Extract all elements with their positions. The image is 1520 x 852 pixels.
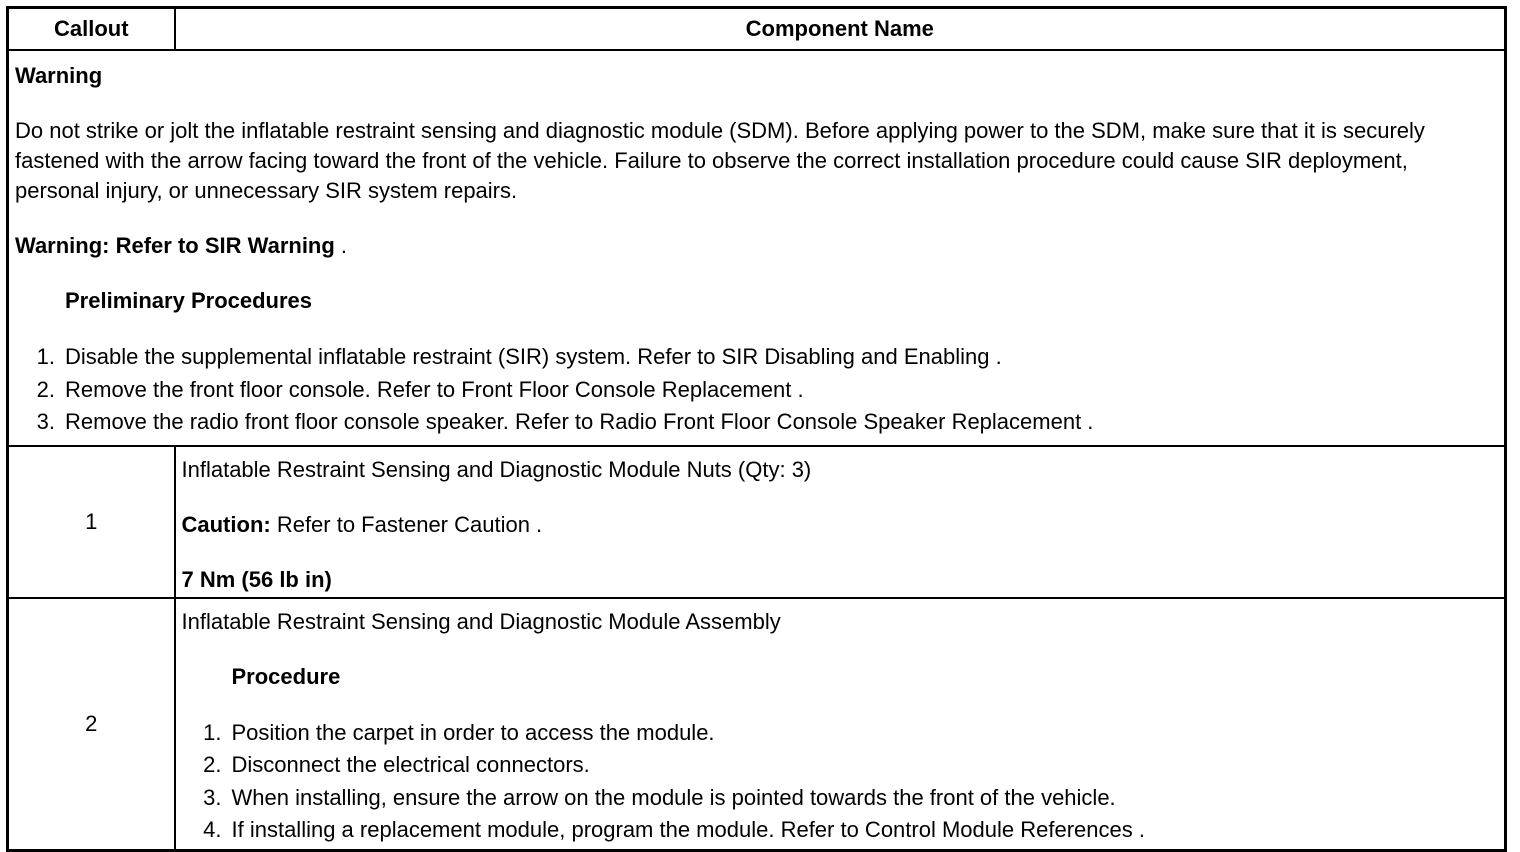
preliminary-procedures-title: Preliminary Procedures [65,288,313,313]
list-item: 2. Disconnect the electrical connectors. [203,752,590,777]
caution-text: Refer to Fastener Caution . [270,511,543,537]
step-text: Remove the radio front floor console speaker. Refer to Radio Front Floor Console Speaker Replacement . [65,409,1094,434]
procedure-steps-list [182,717,1499,847]
component-cell-2 [175,598,1506,851]
header-row [8,8,1506,51]
step-text: If installing a replacement module, program the module. Refer to Control Module References . [231,817,1145,842]
warning-cell [8,50,1506,446]
warning-reference-period: . [334,233,348,258]
warning-reference-label: Warning: Refer to SIR Warning [15,233,335,258]
warning-row [8,50,1506,446]
warning-reference [15,231,1498,261]
preliminary-steps-list [15,341,1498,439]
table-row [8,598,1506,851]
list-item: 3. Remove the radio front floor console speaker. Refer to Radio Front Floor Console Speaker Replacement . [36,409,1094,434]
list-item: 1. Position the carpet in order to access the module. [203,719,715,745]
warning-title: Warning [15,63,103,88]
list-item: 3. When installing, ensure the arrow on the module is pointed towards the front of the vehicle. [203,784,1116,810]
component-name: Inflatable Restraint Sensing and Diagnostic Module Nuts (Qty: 3) [181,456,812,482]
component-table [6,6,1507,852]
warning-text: Do not strike or jolt the inflatable restraint sensing and diagnostic module (SDM). Before applying power to the SDM, make sure that it is securely fastened with the arrow facing toward the front of the vehicle. Failure to observe the correct installation procedure could cause SIR deployment, personal injury, or unnecessary SIR system repairs. [15,118,1425,203]
callout-1: 1 [8,446,175,598]
step-text: Position the carpet in order to access the module. [231,719,715,745]
list-item: 2. Remove the front floor console. Refer to Front Floor Console Replacement . [36,376,804,402]
callout-2: 2 [8,598,175,851]
callout-header: Callout [8,8,175,51]
torque-spec: 7 Nm (56 lb in) [181,566,332,592]
step-text: Disconnect the electrical connectors. [231,752,590,777]
component-name-header: Component Name [175,8,1506,51]
caution-label: Caution: [181,511,271,537]
step-text: Remove the front floor console. Refer to Front Floor Console Replacement . [65,376,804,402]
step-text: Disable the supplemental inflatable restraint (SIR) system. Refer to SIR Disabling and Enabling . [65,344,1002,369]
step-text: When installing, ensure the arrow on the module is pointed towards the front of the vehicle. [231,784,1116,810]
list-item: 1. Disable the supplemental inflatable restraint (SIR) system. Refer to SIR Disabling and Enabling . [36,344,1002,369]
component-name: Inflatable Restraint Sensing and Diagnostic Module Assembly [181,608,781,634]
procedure-title: Procedure [231,663,341,689]
list-item: 4. If installing a replacement module, program the module. Refer to Control Module References . [203,817,1145,842]
caution-line [182,510,1499,540]
component-cell-1 [175,446,1506,598]
table-row [8,446,1506,598]
